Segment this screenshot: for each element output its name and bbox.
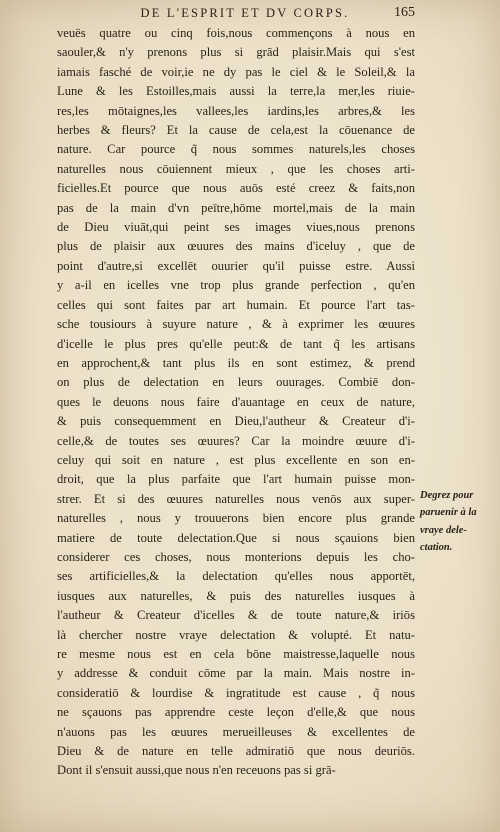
- text-line: strer. Et si des œuures naturelles nous venōs aux super-: [57, 491, 415, 506]
- text-line: Dont il s'ensuit aussi,que nous n'en receuons pas si grā-: [57, 763, 336, 778]
- text-line: l'autheur & Createur d'icelles & de toute nature,& iriōs: [57, 608, 415, 623]
- text-line: y addresse & conduit cōme par la main. Mais nostre in-: [57, 666, 415, 681]
- text-line: iusques aux naturelles, & puis des naturelles iusques à: [57, 588, 415, 603]
- text-line: pas de la main d'vn peītre,hōme mortel,mais de la main: [57, 200, 415, 215]
- text-line: iamais fasché de voir,ie ne dy pas le ciel & le Soleil,& la: [57, 64, 415, 79]
- text-line: ques le deuons nous faire d'auantage en ceux de nature,: [57, 394, 415, 409]
- text-line: Dieu & de nature en telle admiratiō que nous deuriōs.: [57, 744, 415, 759]
- text-line: de Dieu viuāt,qui peint ses images viues,nous prenons: [57, 220, 415, 235]
- text-line: ficielles.Et pource que nous auōs esté creez & faits,non: [57, 181, 415, 196]
- text-line: consideratiō & lourdise & ingratitude est cause , q̃ nous: [57, 685, 415, 700]
- text-line: sche tousiours à suyure nature , & à exprimer les œuures: [57, 317, 415, 332]
- text-line: considerer ces choses, nous monterions depuis les cho-: [57, 549, 415, 564]
- text-line: herbes & fleurs? Et la cause de cela,est la cōuenance de: [57, 123, 415, 138]
- text-line: ses artificielles,& la delectation qu'elles nous apportēt,: [57, 569, 415, 584]
- margin-note: [420, 487, 500, 557]
- margin-note-line: vraye dele-: [420, 524, 467, 536]
- page-number: 165: [394, 5, 415, 20]
- margin-note-line: ctation.: [420, 542, 453, 554]
- text-line: droit, que la plus parfaite que l'art humain puisse mon-: [57, 472, 415, 487]
- text-line: nature. Car pource q̃ nous sommes naturels,les choses: [57, 142, 415, 157]
- text-line: là chercher nostre vraye delectation & volupté. Et natu-: [57, 627, 415, 642]
- margin-note-line: paruenir à la: [420, 507, 477, 519]
- text-line: point d'autre,si excellēt ouurier qu'il puisse estre. Aussi: [57, 258, 415, 273]
- text-line: celles qui sont faites par art humain. Et pource l'art tas-: [57, 297, 415, 312]
- text-line: ne sçauons pas apprendre ceste leçon d'elle,& que nous: [57, 705, 415, 720]
- text-line: res,les mōtaignes,les vallees,les iardins,les arbres,& les: [57, 103, 415, 118]
- text-line: matiere de toute delectation.Que si nous sçauions bien: [57, 530, 415, 545]
- text-line: veuës quatre ou cinq fois,nous commençons à nous en: [57, 26, 415, 40]
- body-text: [57, 24, 415, 781]
- text-line: d'icelle le plus pres qu'elle peut:& de tant q̃ les artisans: [57, 336, 415, 351]
- text-line: n'auons pas les œuures merueilleuses & excellentes de: [57, 724, 415, 739]
- text-line: celle,& de toutes ses œuures? Car la moindre œuure d'i-: [57, 433, 415, 448]
- text-line: naturelles nous cōuiennent mieux , que les choses arti-: [57, 161, 415, 176]
- text-line: en approchent,& tant plus ils en sont estimez, & prend: [57, 355, 415, 370]
- text-line: re mesme nous est en cela bōne maistresse,laquelle nous: [57, 647, 415, 661]
- text-line: on plus de delectation en leurs ouurages. Combiē don-: [57, 375, 415, 390]
- text-line: celuy qui soit en nature , est plus excellente en son en-: [57, 452, 415, 467]
- text-line: Lune & les Estoilles,mais aussi la terre,la mer,les riuie-: [57, 84, 415, 99]
- text-line: plus de plaisir aux œuures des mains d'iceluy , que de: [57, 239, 415, 254]
- text-line: naturelles , nous y trouuerons bien encore plus grande: [57, 511, 415, 526]
- margin-note-line: Degrez pour: [420, 490, 474, 501]
- running-title: DE L'ESPRIT ET DV CORPS.: [140, 6, 350, 20]
- text-line: & puis consequemment en Dieu,l'autheur & Createur d'i-: [57, 414, 415, 429]
- text-line: y a-il en icelles vne trop plus grande perfection , qu'en: [57, 278, 415, 293]
- text-line: saouler,& n'y prenons plus si grād plaisir.Mais qui s'est: [57, 45, 415, 60]
